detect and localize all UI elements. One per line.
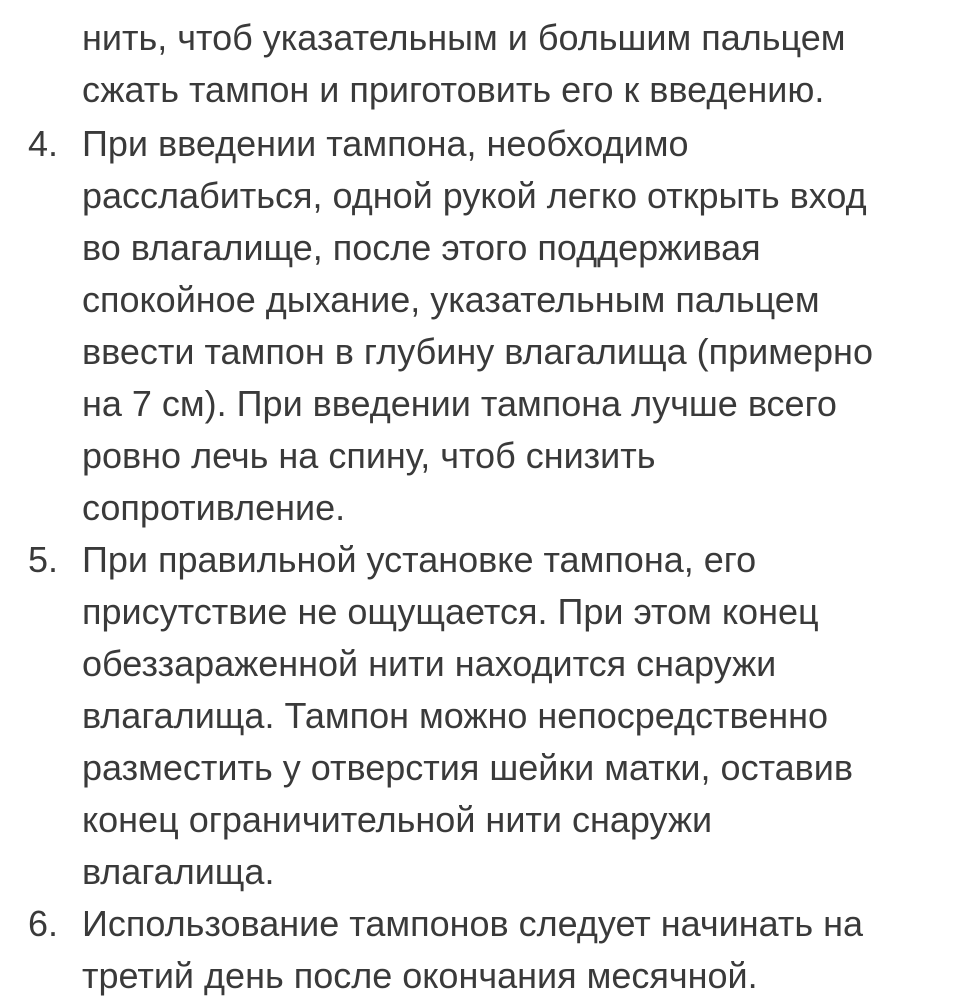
text-line: конец ограничительной нити снаружи (82, 799, 713, 840)
text-line: обеззараженной нити находится снаружи (82, 643, 777, 684)
list-item-text (82, 12, 952, 116)
text-line: разместить у отверстия шейки матки, оставив (82, 747, 854, 788)
text-line: нить, чтоб указательным и большим пальцем (82, 17, 846, 58)
text-line: во влагалище, после этого поддерживая (82, 227, 761, 268)
text-line: Использование тампонов следует начинать на (82, 903, 864, 944)
text-line: ровно лечь на спину, чтоб снизить (82, 435, 656, 476)
text-line: спокойное дыхание, указательным пальцем (82, 279, 820, 320)
text-line: При правильной установке тампона, его (82, 539, 757, 580)
text-line: ввести тампон в глубину влагалища (примерно (82, 331, 873, 372)
list-item-number: 5. (28, 539, 59, 580)
list-item-number: 6. (28, 903, 59, 944)
list-item-text (82, 118, 952, 534)
text-line: на 7 см). При введении тампона лучше всего (82, 383, 837, 424)
text-line: сжать тампон и приготовить его к введению. (82, 69, 825, 110)
text-line: При введении тампона, необходимо (82, 123, 689, 164)
text-line: третий день после окончания месячной. (82, 955, 758, 996)
text-line: сопротивление. (82, 487, 346, 528)
text-line: влагалища. Тампон можно непосредственно (82, 695, 829, 736)
list-item-number: 4. (28, 123, 59, 164)
list-item-text (82, 898, 952, 1002)
text-line: присутствие не ощущается. При этом конец (82, 591, 819, 632)
text-line: влагалища. (82, 851, 275, 892)
list-item-text (82, 534, 952, 898)
text-line: расслабиться, одной рукой легко открыть вход (82, 175, 867, 216)
